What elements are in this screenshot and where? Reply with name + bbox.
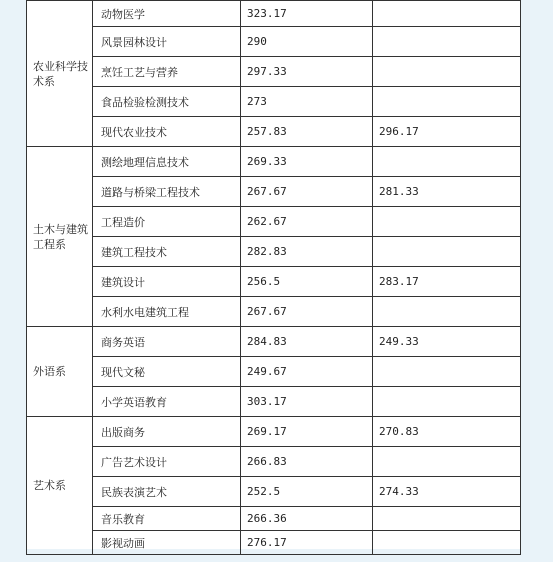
major-cell: 食品检验检测技术 — [93, 87, 241, 117]
major-cell: 建筑设计 — [93, 267, 241, 297]
major-cell: 测绘地理信息技术 — [93, 147, 241, 177]
department-cell: 土木与建筑工程系 — [27, 147, 93, 327]
major-cell: 小学英语教育 — [93, 387, 241, 417]
dept-score-cell — [373, 447, 521, 477]
table-row — [27, 507, 521, 531]
dept-score-cell — [373, 87, 521, 117]
score-cell: 262.67 — [241, 207, 373, 237]
score-cell: 273 — [241, 87, 373, 117]
department-cell: 外语系 — [27, 327, 93, 417]
dept-score-cell — [373, 507, 521, 531]
table-row — [27, 87, 521, 117]
score-cell: 269.17 — [241, 417, 373, 447]
score-cell: 284.83 — [241, 327, 373, 357]
score-cell: 266.83 — [241, 447, 373, 477]
table-row — [27, 297, 521, 327]
table-row — [27, 477, 521, 507]
major-cell: 音乐教育 — [93, 507, 241, 531]
score-cell: 323.17 — [241, 1, 373, 27]
major-cell: 出版商务 — [93, 417, 241, 447]
table-row — [27, 1, 521, 27]
dept-score-cell: 283.17 — [373, 267, 521, 297]
score-table — [26, 0, 521, 555]
table-row — [27, 267, 521, 297]
score-cell: 267.67 — [241, 177, 373, 207]
dept-score-cell: 296.17 — [373, 117, 521, 147]
dept-score-cell — [373, 1, 521, 27]
score-table-container — [26, 0, 520, 549]
score-cell: 269.33 — [241, 147, 373, 177]
major-cell: 建筑工程技术 — [93, 237, 241, 267]
score-cell: 282.83 — [241, 237, 373, 267]
dept-score-cell — [373, 387, 521, 417]
table-row — [27, 177, 521, 207]
score-cell: 252.5 — [241, 477, 373, 507]
major-cell: 现代文秘 — [93, 357, 241, 387]
score-cell: 276.17 — [241, 531, 373, 555]
major-cell: 道路与桥梁工程技术 — [93, 177, 241, 207]
major-cell: 民族表演艺术 — [93, 477, 241, 507]
dept-score-cell — [373, 147, 521, 177]
score-table-body — [27, 1, 521, 555]
table-row — [27, 117, 521, 147]
major-cell: 商务英语 — [93, 327, 241, 357]
department-cell: 农业科学技术系 — [27, 1, 93, 147]
dept-score-cell — [373, 27, 521, 57]
table-row — [27, 207, 521, 237]
score-cell: 267.67 — [241, 297, 373, 327]
dept-score-cell — [373, 357, 521, 387]
major-cell: 现代农业技术 — [93, 117, 241, 147]
score-cell: 266.36 — [241, 507, 373, 531]
dept-score-cell — [373, 57, 521, 87]
score-cell: 303.17 — [241, 387, 373, 417]
dept-score-cell: 249.33 — [373, 327, 521, 357]
score-cell: 249.67 — [241, 357, 373, 387]
table-row — [27, 357, 521, 387]
dept-score-cell: 270.83 — [373, 417, 521, 447]
score-cell: 257.83 — [241, 117, 373, 147]
dept-score-cell — [373, 237, 521, 267]
table-row — [27, 327, 521, 357]
table-row — [27, 387, 521, 417]
major-cell: 广告艺术设计 — [93, 447, 241, 477]
table-row — [27, 447, 521, 477]
major-cell: 风景园林设计 — [93, 27, 241, 57]
table-row — [27, 531, 521, 555]
table-row — [27, 147, 521, 177]
score-cell: 290 — [241, 27, 373, 57]
major-cell: 动物医学 — [93, 1, 241, 27]
major-cell: 水利水电建筑工程 — [93, 297, 241, 327]
score-cell: 297.33 — [241, 57, 373, 87]
dept-score-cell — [373, 531, 521, 555]
score-cell: 256.5 — [241, 267, 373, 297]
major-cell: 烹饪工艺与营养 — [93, 57, 241, 87]
department-cell: 艺术系 — [27, 417, 93, 555]
major-cell: 工程造价 — [93, 207, 241, 237]
table-row — [27, 27, 521, 57]
table-row — [27, 57, 521, 87]
table-row — [27, 417, 521, 447]
dept-score-cell — [373, 207, 521, 237]
dept-score-cell — [373, 297, 521, 327]
dept-score-cell: 274.33 — [373, 477, 521, 507]
dept-score-cell: 281.33 — [373, 177, 521, 207]
major-cell: 影视动画 — [93, 531, 241, 555]
table-row — [27, 237, 521, 267]
